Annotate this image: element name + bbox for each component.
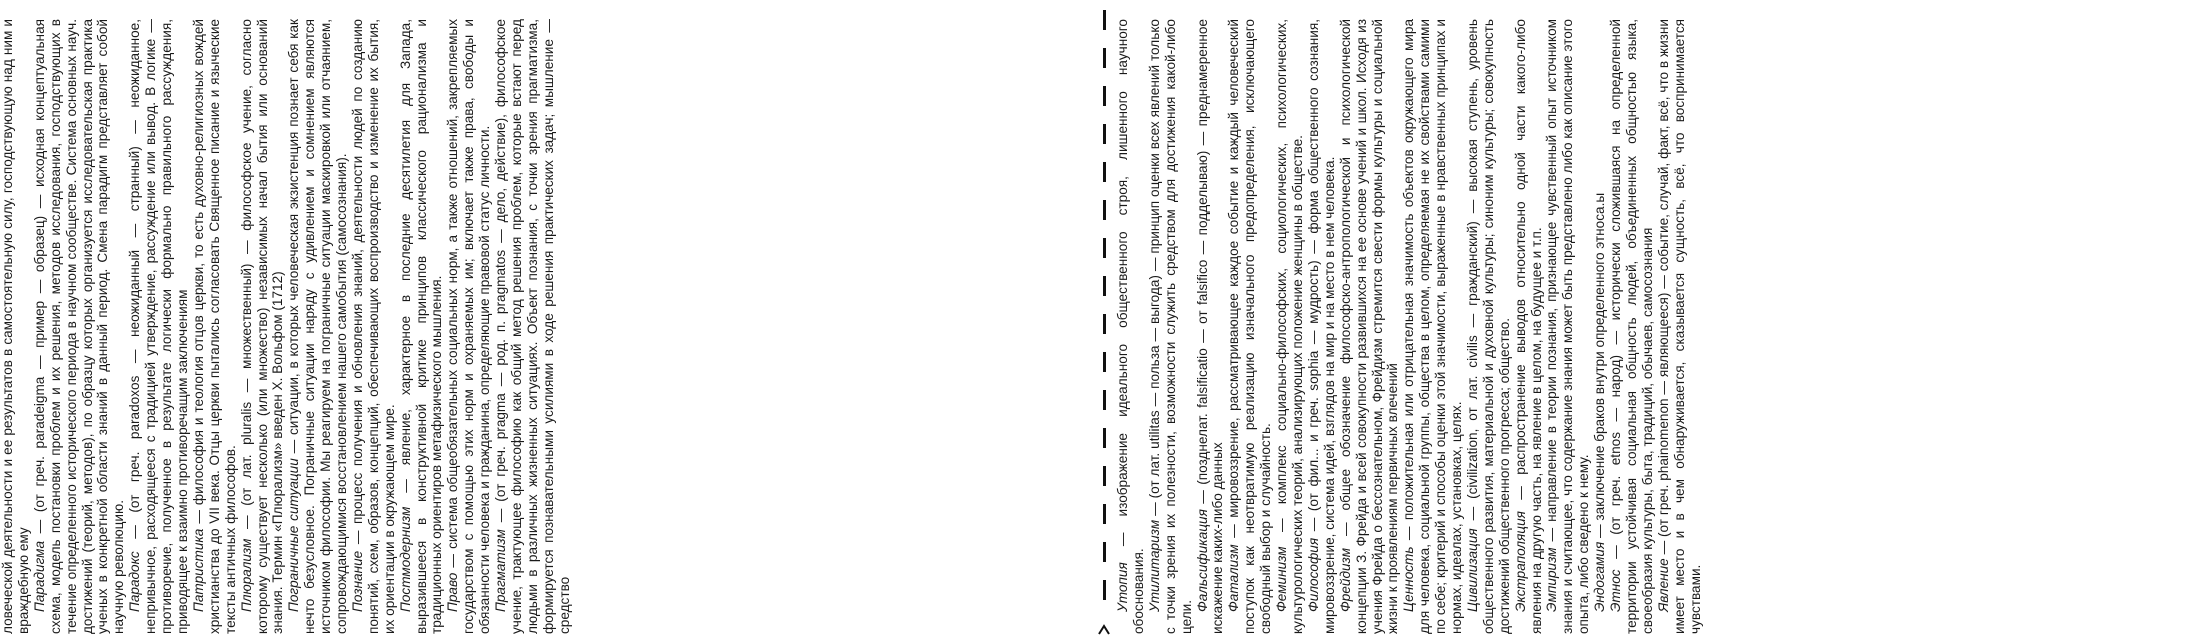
glossary-entry: [1338, 19, 1402, 634]
entry-term: Фатализм: [1226, 544, 1242, 612]
glossary-entry: [1226, 19, 1274, 634]
glossary-entry: [286, 19, 350, 634]
entry-term: Утопия: [1115, 562, 1130, 612]
column-divider: [1097, 0, 1111, 640]
entry-term: Парадигма: [31, 540, 47, 612]
divider-dash: [1103, 162, 1106, 182]
divider-dash: [1103, 504, 1106, 524]
glossary-entry: [1544, 19, 1592, 634]
glossary-entry: [493, 19, 573, 634]
glossary-entry: [1592, 19, 1608, 634]
entry-definition: — явление, характерное в последние десятилетия для Запада, выразившееся в конструктивной критике принципов классического рационализма и традиционных ориентиров метафизического мышления.: [397, 19, 445, 634]
glossary-entry: [191, 19, 239, 634]
entry-term: Право: [445, 572, 461, 612]
entry-term: Экстраполяция: [1512, 511, 1528, 612]
divider-dash: [1103, 48, 1106, 68]
entry-definition: — изображение идеального общественного строя, лишенного научного обоснования.: [1115, 19, 1146, 634]
scissors-edge-mark: [1097, 622, 1111, 636]
glossary-entry: [239, 19, 287, 634]
glossary-column-left: [0, 19, 1095, 634]
entry-term: Фальсификация: [1194, 509, 1210, 612]
entry-term: Эндогамия: [1592, 541, 1608, 612]
entry-definition: — комплекс социально-философских, социологических, психологических, культурологических теорий, анализирующих положение женщины в обществе.: [1274, 19, 1305, 634]
glossary-entry: [1306, 19, 1338, 634]
entry-definition: — распространение выводов относительно одной части какого-либо явления на другую часть, на явление в целом, на будущее и т.п.: [1512, 19, 1544, 634]
entry-term: Феминизм: [1274, 546, 1290, 612]
divider-dash: [1103, 10, 1106, 30]
entry-term: Парадокс: [127, 551, 143, 612]
glossary-entry: [1274, 19, 1306, 634]
divider-dash: [1103, 86, 1106, 106]
glossary-entry: [0, 19, 32, 634]
glossary-entry: [127, 19, 191, 634]
glossary-entry: [1195, 19, 1227, 634]
entry-definition: — (от греч. pragma — род. п. pragmatos — дело, действие), философское учение, трактующее философию как общий метод решения проблем, которые встают перед людьми в различных жизненных ситуациях. Объект познания, с точки зрения прагматизма, формируется познавательными усилиями в ходе решения практических задач; мышление — средство: [493, 19, 572, 634]
divider-dash: [1103, 580, 1106, 600]
glossary-entry: [1608, 19, 1656, 634]
entry-definition: — (от греч. paradeigma — пример — образец) — исходная концептуальная схема, модель постановки проблем и их решения, методов исследования, господствующих в течение определенного исторического периода в научном сообществе. Система основных науч. достижений (теорий, методов), по образцу которых организуется исследовательская практика ученых в конкретной области знаний в данный период. Смена парадигм представляет собой научную революцию.: [31, 19, 127, 634]
divider-dash: [1103, 200, 1106, 220]
entry-term: Прагматизм: [493, 529, 509, 612]
entry-definition: — (от греч. etnos — народ) — исторически сложившаяся на определенной территории устойчивая социальная общность людей, объединенных общностью языка, своеобразия культуры, быта, традиций, обычаев, самосознания: [1608, 19, 1655, 634]
glossary-entry: [1147, 19, 1195, 634]
entry-definition: — ситуации, в которых человеческая экзистенция познает себя как нечто безусловное. Пограничные ситуации наряду с удивлением и сомнением являются источником философии. Мы реагируем на пограничные ситуации маскировкой или отчаянием, сопровождающимися восстановлением нашего самобытия (самосознания).: [286, 19, 350, 634]
divider-dash: [1103, 428, 1106, 448]
divider-dash: [1103, 352, 1106, 372]
entry-definition: — (от лат. utilitas — польза — выгода) — принцип оценки всех явлений только с точки зрения их полезности, возможности служить средством для достижения какой-либо цели.: [1146, 19, 1194, 634]
entry-term: Постмодернизм: [397, 506, 413, 612]
glossary-entry: [1513, 19, 1545, 634]
entry-definition: — философия и теология отцов церкви, то есть духовно-религиозных вождей христианства до VII века. Отцы церкви пытались согласовать Священное писание и языческие тексты античных философов.: [190, 19, 238, 634]
entry-term: Ценность: [1401, 546, 1417, 612]
entry-term: Этнос: [1608, 569, 1624, 612]
entry-definition: — заключение браков внутри определенного этноса.ы: [1592, 192, 1608, 542]
glossary-entry: [1465, 19, 1513, 634]
divider-dash: [1103, 238, 1106, 258]
entry-term: Патристика: [190, 528, 206, 612]
glossary-entry: [1115, 19, 1147, 634]
divider-dash: [1103, 314, 1106, 334]
entry-term: Фрейдизм: [1337, 547, 1353, 612]
glossary-entry: [1656, 19, 1704, 634]
entry-term: Эмпиризм: [1544, 547, 1560, 612]
divider-dash: [1103, 390, 1106, 410]
entry-term: Философия: [1305, 537, 1321, 612]
divider-dash: [1103, 466, 1106, 486]
glossary-column-right: [1115, 19, 2200, 634]
glossary-entry: [445, 19, 493, 634]
entry-definition: — мировоззрение, рассматривающее каждое событие и каждый человеческий поступок как неотвратимую реализацию изначального предопределения, исключающего свободный выбор и случайность.: [1226, 19, 1274, 634]
entry-definition: — процесс получения и обновления знаний, деятельности людей по созданию понятий, схем, образов, концепций, обеспечивающих воспроизводство и изменение их бытия, их ориентации в окружающем мире.: [349, 19, 397, 634]
entry-definition: — направление в теории познания, признающее чувственный опыт источником знания и считающее, что содержание знания может быть представлено либо как описание этого опыта, либо сведено к нему.: [1544, 19, 1592, 634]
entry-definition: — (civilization, от лат. civilis — гражданский) — высокая ступень, уровень общественного развития, материальной и духовной культуры; синоним культуры; совокупность достижений общественного прогресса; общество.: [1464, 19, 1512, 634]
glossary-entry: [350, 19, 398, 634]
divider-dash: [1103, 542, 1106, 562]
entry-definition: — (от греч. phainomenon — являющееся) — событие, случай, факт, всё, что в жизни имеет место и в чем обнаруживается, сказывается сущность, всё, что воспринимается чувствами.: [1655, 19, 1703, 634]
entry-definition: ловеческой деятельности и ее результатов в самостоятельную силу, господствующую над ним и враждебную ему: [0, 19, 31, 634]
glossary-entry: [398, 19, 446, 634]
entry-definition: — (от фил... и греч. sophia — мудрость) — форма общественного сознания, мировоззрение, система идей, взглядов на мир и на место в нем человека.: [1305, 19, 1337, 634]
entry-definition: — (от греч. paradoxos — неожиданный — странный) — неожиданное, непривычное, расходящееся с традицией утверждение, рассуждение или вывод. В логике — противоречие, полученное в результате логически формально правильного рассуждения, приводящее к взаимно противоречащим заключениям: [127, 19, 190, 634]
divider-dash: [1103, 276, 1106, 296]
entry-definition: — положительная или отрицательная значимость объектов окружающего мира для человека, социальной группы, общества в целом, определяемая не их свойствами самими по себе; критерий и способы оценки этой значимости, выраженные в нравственных принципах и нормах, идеалах, установках, целях.: [1401, 19, 1465, 634]
entry-term: Утилитаризм: [1146, 519, 1162, 612]
entry-definition: — (от лат. pluralis — множественный) — философское учение, согласно которому существует несколько (или множество) независимых начал бытия или оснований знания. Термин «Плюрализм» введен X. Вольфом (1712): [238, 19, 286, 634]
entry-term: Цивилизация: [1464, 528, 1480, 612]
glossary-entry: [32, 19, 127, 634]
entry-term: Плюрализм: [238, 538, 254, 612]
glossary-entry: [1401, 19, 1465, 634]
entry-term: Пограничные ситуации: [286, 458, 302, 612]
entry-definition: — система общеобязательных социальных норм, а также отношений, закрепляемых государством с помощью этих норм и охраняемых им; включает также права, свободы и обязанности человека и гражданина, определяющие правовой статус личности.: [445, 19, 493, 634]
entry-term: Явление: [1655, 558, 1671, 612]
divider-dash: [1103, 124, 1106, 144]
entry-definition: — (позднелат. falsificatio — от falsifico — подделываю) — преднамеренное искажение каких-либо данных: [1194, 19, 1226, 634]
entry-term: Познание: [349, 550, 365, 612]
entry-definition: — общее обозначение философско-антропологической и психологической концепции З. Фрейда и всей совокупности развившихся на ее основе учений и школ. Исходя из учения Фрейда о бессознательном, Фрейдизм стремится свести формы культуры и социальной жизни к проявлениям первичных влечений: [1337, 19, 1401, 634]
